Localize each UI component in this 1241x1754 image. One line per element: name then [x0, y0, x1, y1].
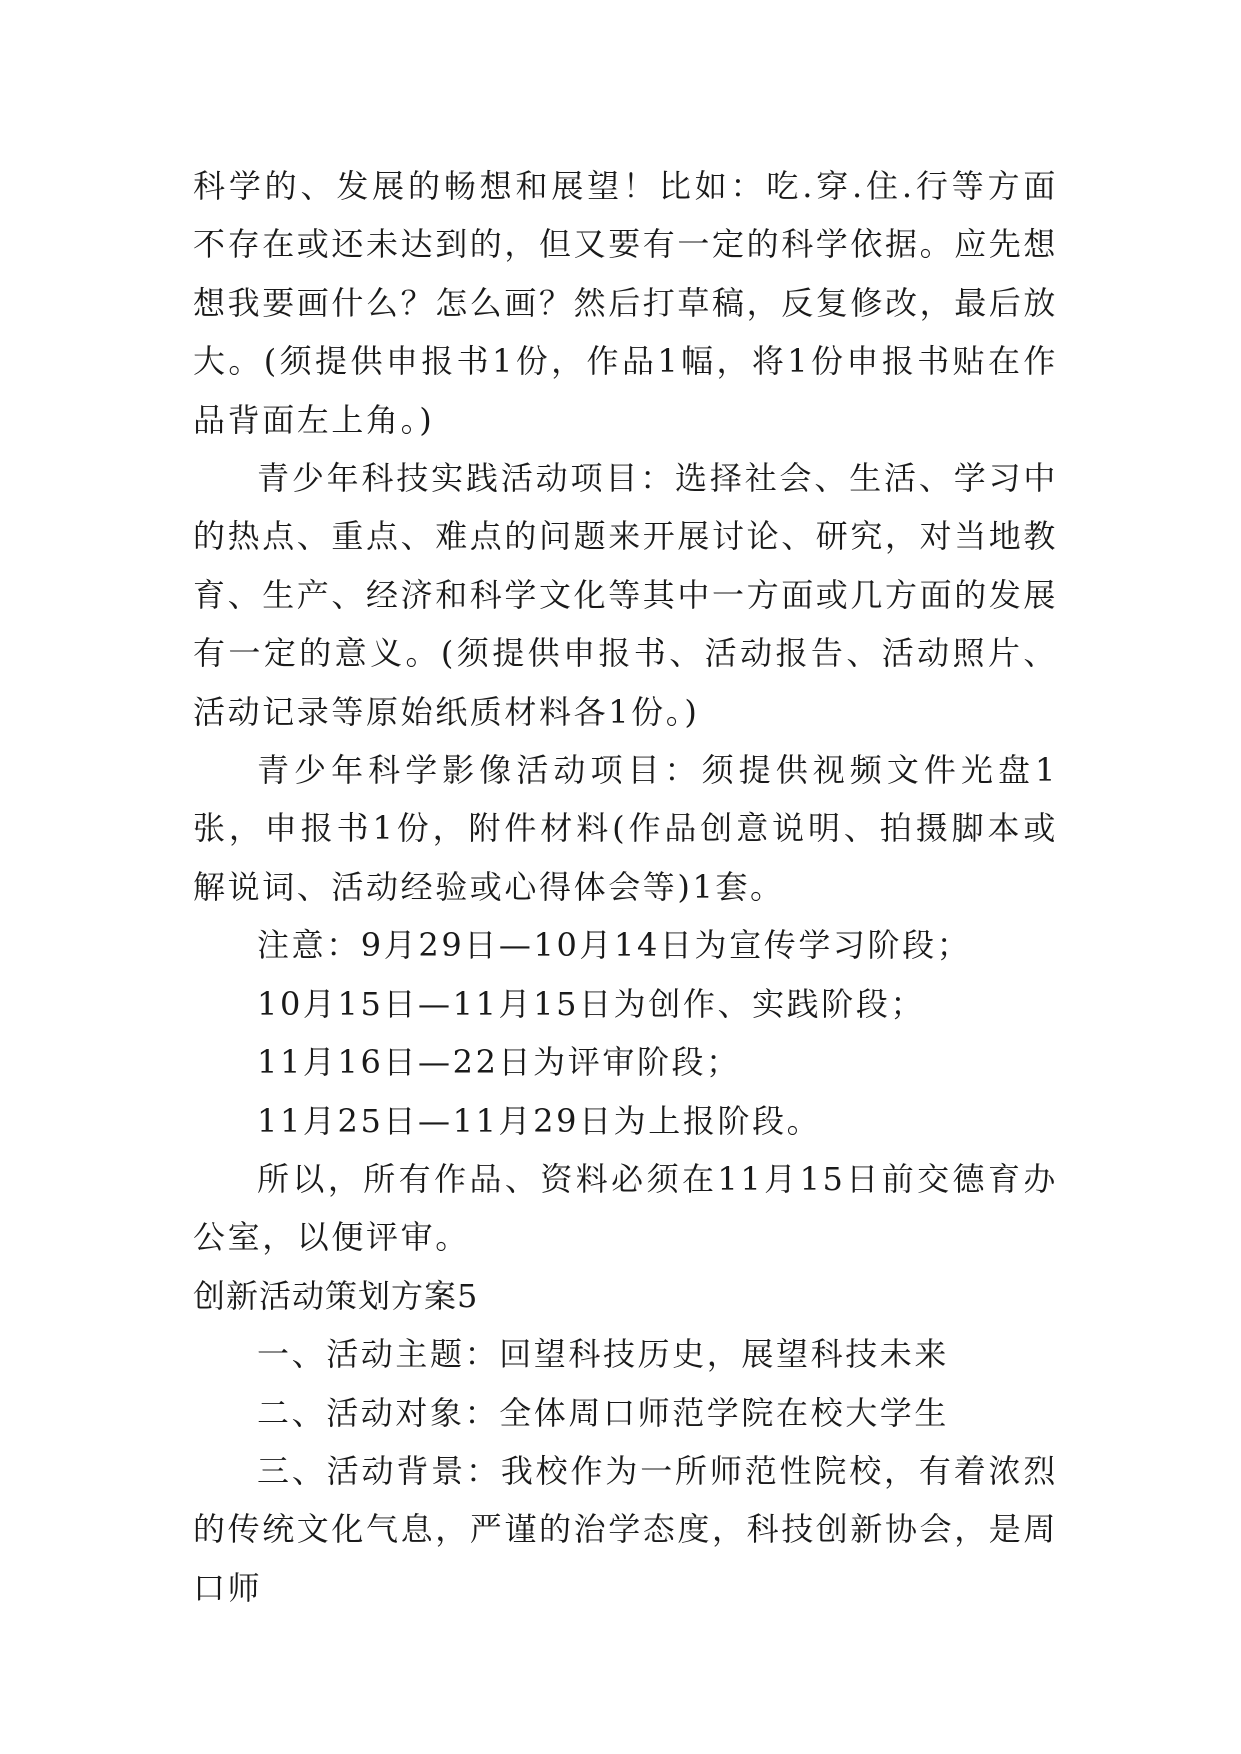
paragraph-notice-stage-4: 11月25日—11月29日为上报阶段。 — [257, 1101, 822, 1140]
document-body — [193, 157, 1058, 1617]
paragraph-deadline: 所以，所有作品、资料必须在11月15日前交德育办公室，以便评审。 — [193, 1159, 1058, 1257]
paragraph-activity-target: 二、活动对象：全体周口师范学院在校大学生 — [257, 1393, 950, 1432]
section-heading: 创新活动策划方案5 — [193, 1276, 479, 1315]
paragraph-video-project: 青少年科学影像活动项目：须提供视频文件光盘1张，申报书1份，附件材料(作品创意说明、拍摄脚本或解说词、活动经验或心得体会等)1套。 — [193, 751, 1058, 906]
paragraph-notice-stage-1: 注意：9月29日—10月14日为宣传学习阶段； — [257, 926, 972, 965]
paragraph-notice-stage-2: 10月15日—11月15日为创作、实践阶段； — [257, 984, 926, 1023]
paragraph-notice-stage-3: 11月16日—22日为评审阶段； — [257, 1043, 741, 1082]
paragraph-activity-background: 三、活动背景：我校作为一所师范性院校，有着浓烈的传统文化气息，严谨的治学态度，科技创新协会，是周口师 — [193, 1451, 1059, 1607]
paragraph-drawing-requirements: 科学的、发展的畅想和展望！比如：吃.穿.住.行等方面不存在或还未达到的，但又要有一定的科学依据。应先想想我要画什么？怎么画？然后打草稿，反复修改，最后放大。(须提供申报书1份，作品1幅，将1份申报书贴在作品背面左上角。) — [193, 167, 1059, 439]
paragraph-activity-theme: 一、活动主题：回望科技历史，展望科技未来 — [257, 1335, 950, 1374]
paragraph-practice-project: 青少年科技实践活动项目：选择社会、生活、学习中的热点、重点、难点的问题来开展讨论、研究，对当地教育、生产、经济和科学文化等其中一方面或几方面的发展有一定的意义。(须提供申报书、活动报告、活动照片、活动记录等原始纸质材料各1份。) — [193, 459, 1059, 731]
